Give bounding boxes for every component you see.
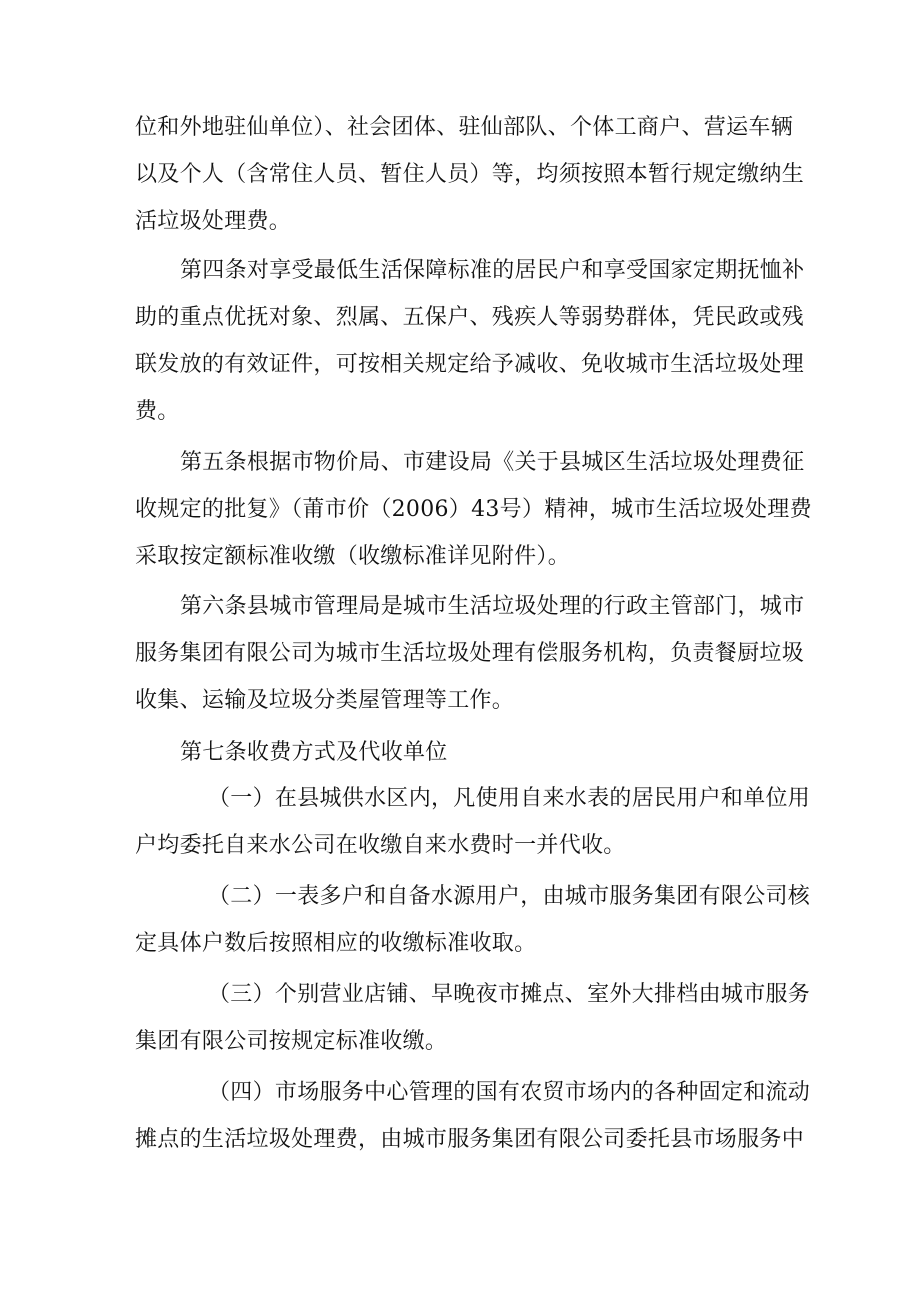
text-line: 收集、运输及垃圾分类屋管理等工作。 [135, 688, 515, 713]
text-line: 费。 [135, 399, 180, 424]
item-4-line: （四）市场服务中心管理的国有农贸市场内的各种固定和流动 [208, 1080, 811, 1105]
item-1-line: （一）在县城供水区内，凡使用自来水表的居民用户和单位用 [208, 786, 811, 811]
text-line: 收规定的批复》（莆市价（2006）43号）精神，城市生活垃圾处理费 [135, 497, 812, 522]
article-6-line: 第六条县城市管理局是城市生活垃圾处理的行政主管部门，城市 [180, 594, 805, 619]
item-3-line: （三）个别营业店铺、早晚夜市摊点、室外大排档由城市服务 [208, 982, 811, 1007]
text-line: 活垃圾处理费。 [135, 209, 292, 234]
text-line: 以及个人（含常住人员、暂住人员）等，均须按照本暂行规定缴纳生 [135, 162, 805, 187]
article-5-line: 第五条根据市物价局、市建设局《关于县城区生活垃圾处理费征 [180, 450, 805, 475]
text-line: 摊点的生活垃圾处理费，由城市服务集团有限公司委托县市场服务中 [135, 1127, 805, 1152]
text-line: 采取按定额标准收缴（收缴标准详见附件）。 [135, 544, 571, 569]
article-7-heading: 第七条收费方式及代收单位 [180, 740, 448, 765]
text-line: 户均委托自来水公司在收缴自来水费时一并代收。 [135, 833, 626, 858]
text-line: 联发放的有效证件，可按相关规定给予减收、免收城市生活垃圾处理 [135, 352, 805, 377]
text-line: 集团有限公司按规定标准收缴。 [135, 1029, 448, 1054]
text-line: 助的重点优抚对象、烈属、五保户、残疾人等弱势群体，凭民政或残 [135, 305, 805, 330]
text-line: 服务集团有限公司为城市生活垃圾处理有偿服务机构，负责餐厨垃圾 [135, 641, 805, 666]
item-2-line: （二）一表多户和自备水源用户，由城市服务集团有限公司核 [208, 884, 811, 909]
text-line: 定具体户数后按照相应的收缴标准收取。 [135, 931, 537, 956]
text-line: 位和外地驻仙单位）、社会团体、驻仙部队、个体工商户、营运车辆 [135, 115, 794, 140]
article-4-line: 第四条对享受最低生活保障标准的居民户和享受国家定期抚恤补 [180, 258, 805, 283]
